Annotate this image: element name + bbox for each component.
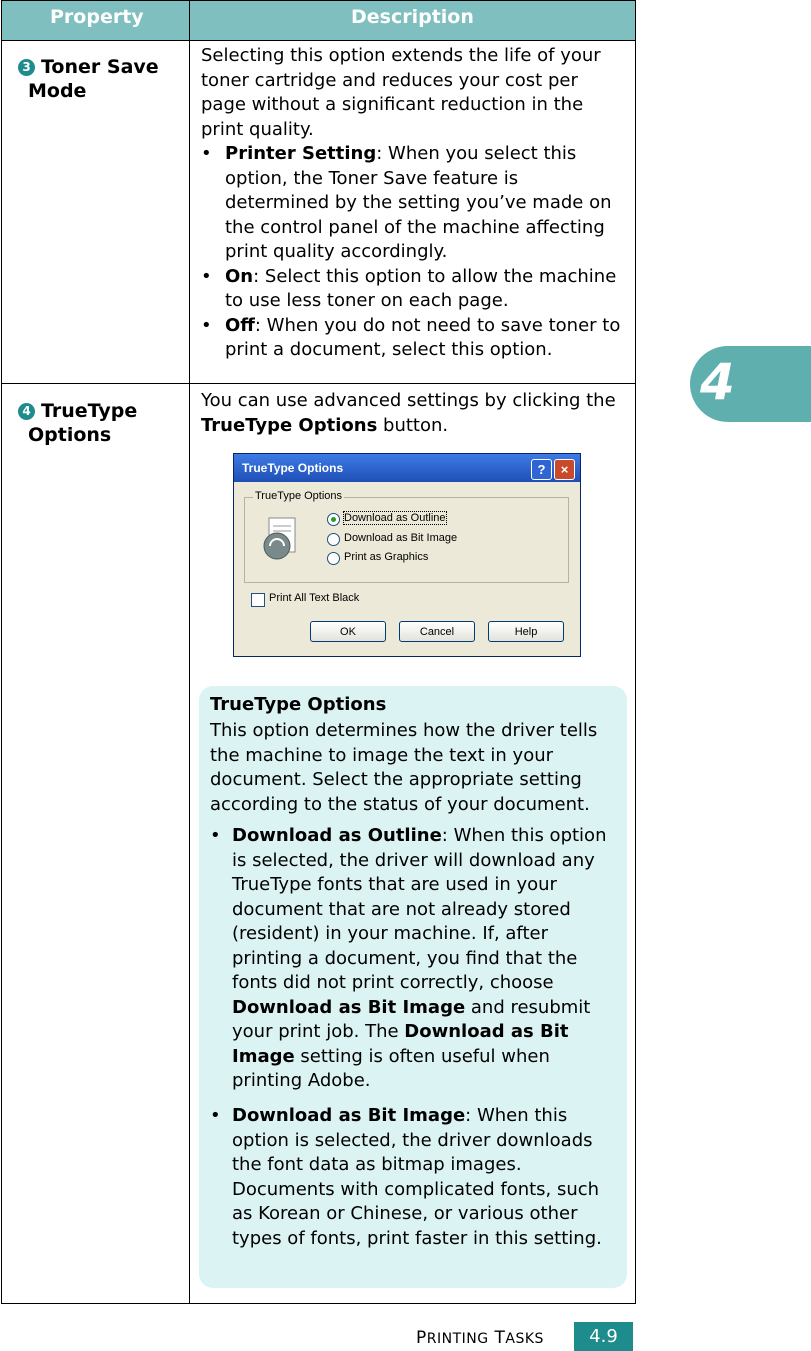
close-icon[interactable]: × bbox=[554, 459, 575, 480]
property-toner-save: 3 Toner Save Mode bbox=[18, 55, 159, 103]
chapter-number: 4 bbox=[700, 353, 735, 411]
note-title: TrueType Options bbox=[210, 694, 387, 715]
group-label: TrueType Options bbox=[255, 490, 343, 502]
section-footer: PRINTING TASKS bbox=[416, 1328, 544, 1348]
bullet-on: • On: Select this option to allow the machine to use less toner on each page. bbox=[201, 265, 617, 311]
truetype-options-note bbox=[199, 686, 627, 1288]
bullet-off: • Off: When you do not need to save toner to print a document, select this option. bbox=[201, 314, 621, 360]
note-intro: This option determines how the driver tells the machine to image the text in your document. Select the appropriate setting according to the status of your document. bbox=[210, 720, 598, 815]
cancel-button[interactable]: Cancel bbox=[399, 621, 475, 642]
table-header bbox=[2, 1, 635, 41]
radio-download-as-bit-image[interactable]: Download as Bit Image bbox=[327, 532, 547, 548]
ok-button[interactable]: OK bbox=[310, 621, 386, 642]
row-divider bbox=[2, 383, 635, 384]
dialog-titlebar bbox=[234, 454, 580, 482]
checkbox-label: Print All Text Black bbox=[269, 592, 360, 604]
number-badge: 3 bbox=[18, 59, 35, 76]
radio-download-as-outline[interactable]: Download as Outline bbox=[327, 512, 547, 528]
header-property: Property bbox=[50, 6, 144, 28]
bullet-printer-setting: • Printer Setting: When you select this option, the Toner Save feature is determined by the setting you’ve made on the control panel of the machine affecting print quality accordingly. bbox=[201, 143, 612, 262]
dialog-title: TrueType Options bbox=[242, 461, 344, 475]
help-button[interactable]: Help bbox=[488, 621, 564, 642]
property-truetype-options: 4 TrueType Options bbox=[18, 399, 137, 447]
truetype-options-group bbox=[244, 490, 569, 583]
description-truetype-options: You can use advanced settings by clicking the TrueType Options button. bbox=[201, 390, 616, 436]
number-badge: 4 bbox=[18, 403, 35, 420]
help-icon[interactable]: ? bbox=[531, 459, 552, 480]
bullet-download-as-bit-image: • Download as Bit Image: When this option is selected, the driver downloads the font data as bitmap images. Documents with complicated fonts, such as Korean or Chinese, or various other types of fonts, print faster in this setting. bbox=[210, 1105, 602, 1249]
description-toner-save: Selecting this option extends the life of your toner cartridge and reduces your cost per page without a significant reduction in the print quality. • Printer Setting: When you select this option, the Toner Save feature is determined by the setting you’ve made on the control panel of the machine affecting print quality accordingly. • On: Select this option to allow the machine to use less toner on each page. • Off: When you do not need to save toner to print a document, select this option. bbox=[201, 44, 621, 363]
print-all-text-black-checkbox[interactable] bbox=[251, 593, 265, 607]
column-divider bbox=[189, 1, 190, 1303]
font-document-icon bbox=[261, 516, 301, 564]
page-number: 4.9 bbox=[574, 1322, 633, 1351]
truetype-options-dialog bbox=[233, 453, 581, 657]
bullet-download-as-outline: • Download as Outline: When this option is selected, the driver will download any TrueType fonts that are used in your document that are not already stored (resident) in your machine. If, after printing a document, you find that the fonts did not print correctly, choose Download as Bit Image and resubmit your print job. The Download as Bit Image setting is often useful when printing Adobe. bbox=[210, 825, 607, 1091]
radio-print-as-graphics[interactable]: Print as Graphics bbox=[327, 551, 547, 567]
header-description: Description bbox=[351, 6, 474, 28]
